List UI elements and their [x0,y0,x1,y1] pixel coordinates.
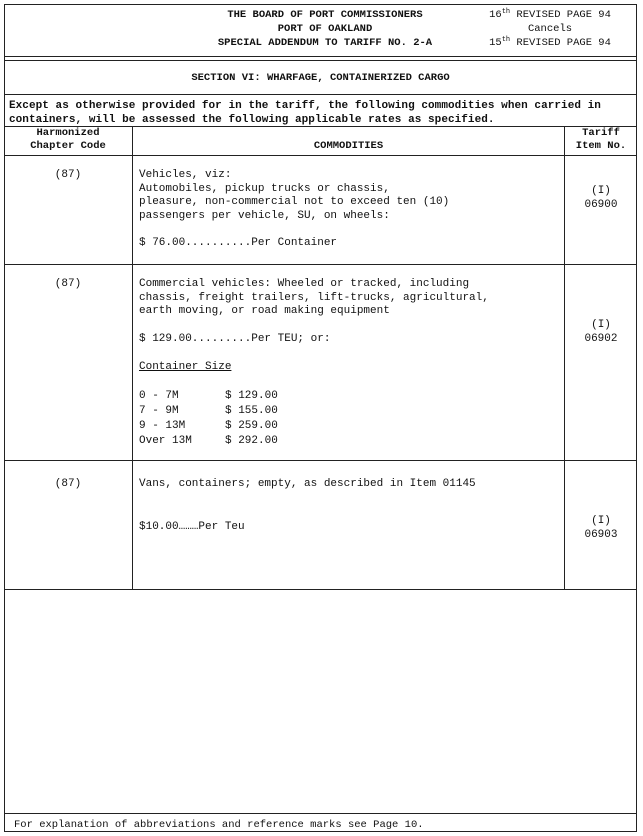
commodity-description: Vans, containers; empty, as described in Item 01145 [139,478,476,490]
commodities-column-header: COMMODITIES [313,140,384,152]
size-label: 9 - 13M [139,420,186,432]
container-size-heading: Container Size [139,361,232,373]
chapter-code: (87) [54,278,82,290]
item-number: 06903 [584,528,618,541]
chapter-code: (87) [54,478,82,490]
size-label: 0 - 7M [139,390,179,402]
size-row [139,419,278,434]
commodity-rate: $ 129.00.........Per TEU; or: [139,333,331,345]
chapter-code: (87) [54,169,82,181]
addendum-title: SPECIAL ADDENDUM TO TARIFF NO. 2-A [217,37,433,49]
reference-mark: (I) [591,319,611,331]
footer-note: For explanation of abbreviations and reference marks see Page 10. [14,819,424,831]
reference-mark: (I) [591,515,611,527]
divider [4,60,637,61]
size-price: $ 292.00 [225,435,278,447]
port-name: PORT OF OAKLAND [277,23,373,35]
item-header-line1: Tariff [582,127,620,139]
size-row [139,404,278,419]
divider [4,155,637,156]
size-row [139,389,278,404]
size-price: $ 259.00 [225,420,278,432]
board-title: THE BOARD OF PORT COMMISSIONERS [227,9,423,21]
size-price: $ 129.00 [225,390,278,402]
item-number: 06900 [584,198,618,211]
cancels-label: Cancels [527,23,573,35]
column-divider [132,126,133,589]
code-header-line1: Harmonized [36,127,100,139]
size-label: 7 - 9M [139,405,179,417]
footer-divider [4,813,637,814]
row-divider [4,589,637,590]
size-label: Over 13M [139,435,192,447]
divider [4,94,637,95]
divider [4,56,637,57]
size-row [139,434,278,449]
tariff-item [565,185,637,212]
size-price: $ 155.00 [225,405,278,417]
section-title: SECTION VI: WHARFAGE, CONTAINERIZED CARGO [191,72,450,84]
previous-revision: 15th REVISED PAGE 94 [489,36,611,49]
row-divider [4,264,637,265]
commodity-description: Vehicles, viz: Automobiles, pickup trucks or chassis, pleasure, non-commercial not to exceed ten (10) passengers per vehicle, SU, on wheels: [139,169,450,222]
revision-block [470,8,630,50]
item-number: 06902 [584,332,618,345]
intro-paragraph: Except as otherwise provided for in the tariff, the following commodities when carried in containers, will be assessed the following applicable rates as specified. [9,100,601,126]
code-column-header [4,127,132,153]
row-divider [4,460,637,461]
tariff-header [200,8,450,50]
tariff-item [565,319,637,346]
reference-mark: (I) [591,185,611,197]
tariff-item [565,515,637,542]
current-revision: 16th REVISED PAGE 94 [489,8,611,21]
item-header-line2: Item No. [575,140,627,152]
code-header-line2: Chapter Code [30,140,106,152]
commodity-description: Commercial vehicles: Wheeled or tracked, including chassis, freight trailers, lift-trucks, agricultural, earth moving, or road making equipment [139,278,489,317]
commodity-rate: $ 76.00..........Per Container [139,237,338,249]
container-size-table [139,389,278,449]
commodity-rate: $10.00………Per Teu [139,521,245,533]
item-column-header [565,127,637,153]
